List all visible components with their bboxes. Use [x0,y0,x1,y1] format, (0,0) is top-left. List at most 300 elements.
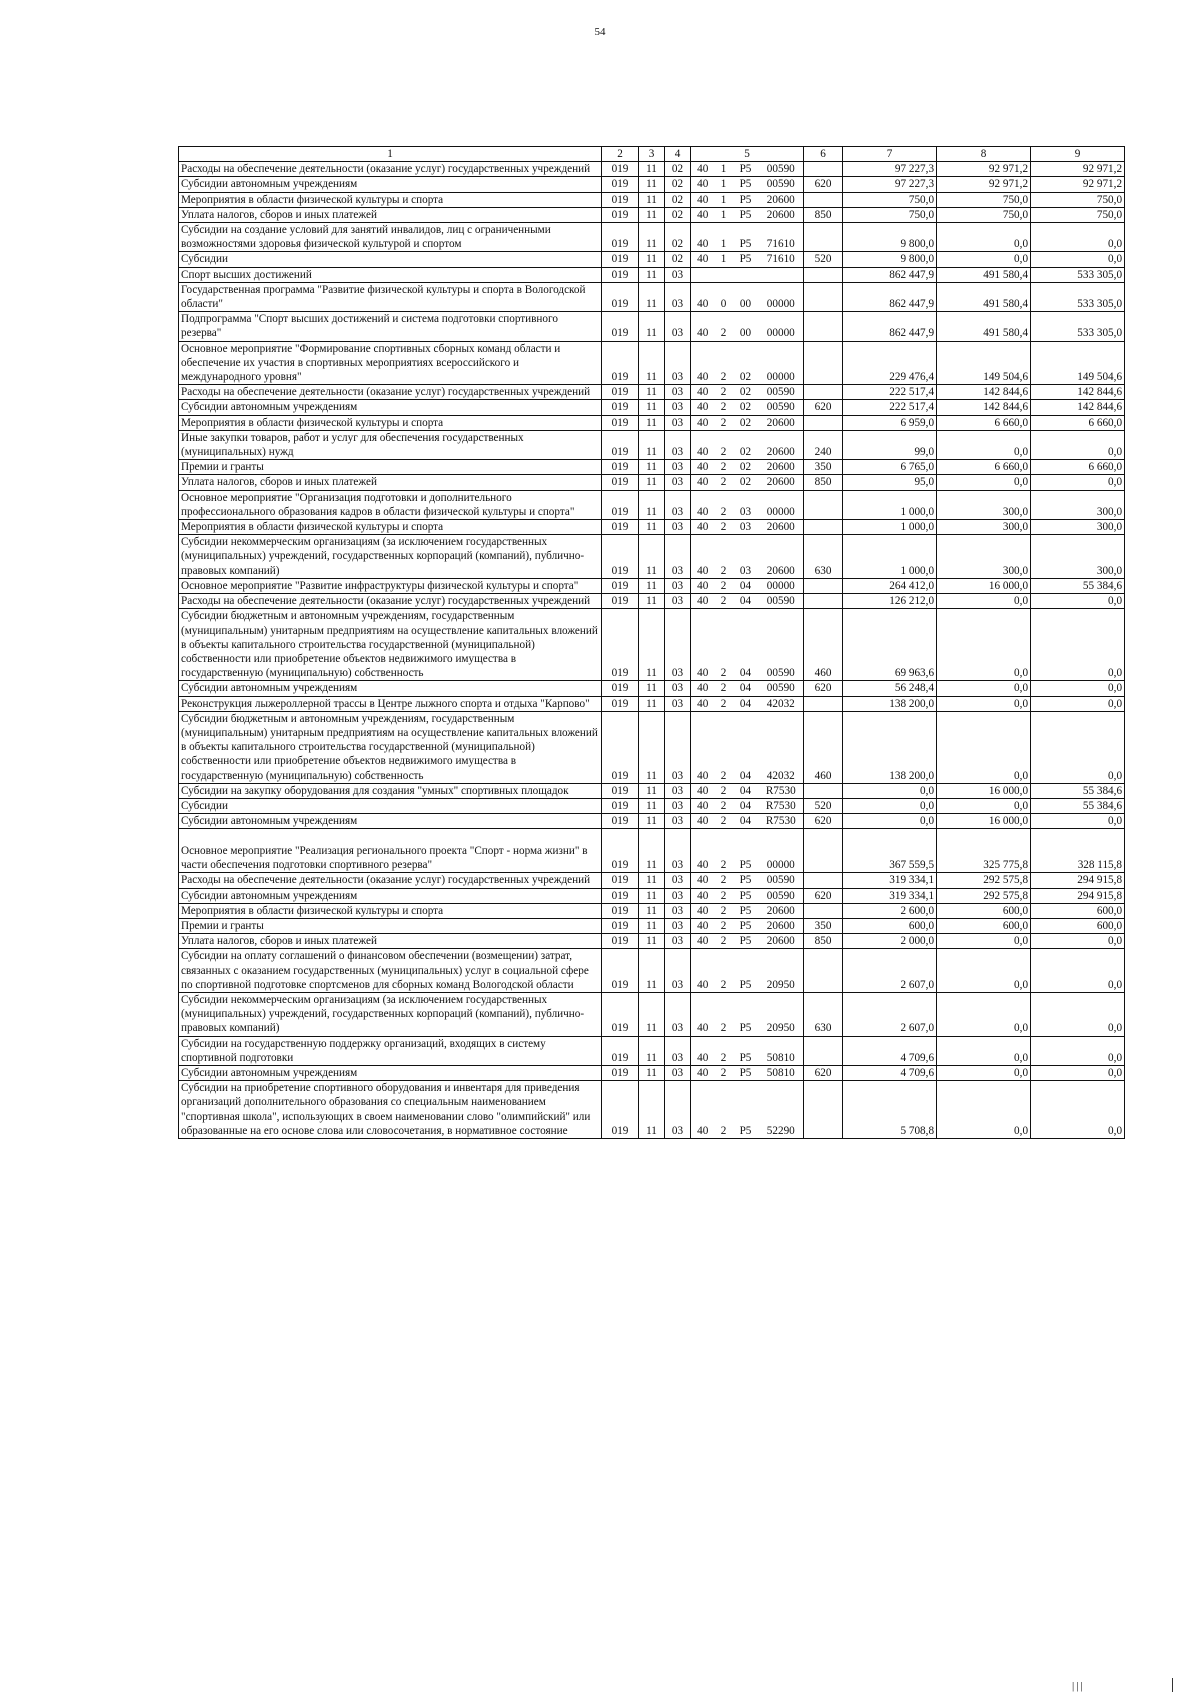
section-code: 11 [639,1065,665,1080]
subsection-code: 03 [665,430,691,459]
subprogram-code: 1 [715,223,733,252]
row-name: Спорт высших достижений [179,267,602,282]
section-code: 11 [639,415,665,430]
subprogram-code: 1 [715,162,733,177]
amount-year-2: 0,0 [937,1081,1031,1139]
direction-code: 00590 [759,400,804,415]
kvsr-code: 019 [602,162,639,177]
page-number: 54 [594,26,606,38]
expense-type-code [804,696,843,711]
event-code: P5 [733,903,759,918]
table-row [179,609,1125,681]
section-code: 11 [639,681,665,696]
kvsr-code: 019 [602,934,639,949]
amount-year-2: 300,0 [937,490,1031,519]
expense-type-code [804,312,843,341]
program-code: 40 [691,578,715,593]
subprogram-code: 2 [715,535,733,579]
expense-type-code [804,1036,843,1065]
amount-year-1: 2 607,0 [843,992,937,1036]
kvsr-code: 019 [602,177,639,192]
table-row [179,415,1125,430]
table-row [179,1036,1125,1065]
amount-year-2: 0,0 [937,1065,1031,1080]
subsection-code: 03 [665,711,691,783]
event-code: 03 [733,520,759,535]
kvsr-code: 019 [602,535,639,579]
row-name: Субсидии на создание условий для занятий инвалидов, лиц с ограниченными возможностями здоровья физической культурой и спортом [179,223,602,252]
kvsr-code: 019 [602,903,639,918]
direction-code: 00000 [759,282,804,311]
amount-year-2: 600,0 [937,918,1031,933]
row-name: Субсидии бюджетным и автономным учреждениям, государственным (муниципальным) унитарным предприятиям на осуществление капитальных вложений в объекты капитального строительства государственной (муниципальной) собственности или приобретение объектов недвижимого имущества в государственную (муниципальную) собственность [179,609,602,681]
subsection-code: 03 [665,520,691,535]
row-name: Субсидии на оплату соглашений о финансовом обеспечении (возмещении) затрат, связанных с оказанием государственных (муниципальных) услуг в социальной сфере по спортивной подготовке спортсменов для сборных команд Вологодской области [179,949,602,993]
event-code: 02 [733,475,759,490]
table-row [179,918,1125,933]
amount-year-3: 0,0 [1031,681,1125,696]
subprogram-code: 1 [715,177,733,192]
table-row [179,400,1125,415]
amount-year-2: 16 000,0 [937,783,1031,798]
expense-type-code: 520 [804,798,843,813]
subprogram-code: 2 [715,798,733,813]
amount-year-1: 1 000,0 [843,520,937,535]
amount-year-1: 319 334,1 [843,888,937,903]
row-name: Уплата налогов, сборов и иных платежей [179,207,602,222]
section-code: 11 [639,609,665,681]
kvsr-code: 019 [602,1081,639,1139]
amount-year-3: 142 844,6 [1031,400,1125,415]
kvsr-code: 019 [602,400,639,415]
program-code: 40 [691,460,715,475]
amount-year-3: 533 305,0 [1031,282,1125,311]
section-code: 11 [639,162,665,177]
subprogram-code: 2 [715,992,733,1036]
section-code: 11 [639,385,665,400]
row-name: Субсидии на закупку оборудования для создания "умных" спортивных площадок [179,783,602,798]
kvsr-code: 019 [602,829,639,873]
table-row [179,888,1125,903]
direction-code [759,267,804,282]
kvsr-code: 019 [602,223,639,252]
row-name: Субсидии некоммерческим организациям (за исключением государственных (муниципальных) учреждений, государственных корпораций (компаний), публично-правовых компаний) [179,992,602,1036]
subsection-code: 03 [665,949,691,993]
expense-type-code [804,415,843,430]
expense-type-code [804,829,843,873]
table-row [179,711,1125,783]
event-code: P5 [733,177,759,192]
subsection-code: 03 [665,1081,691,1139]
kvsr-code: 019 [602,696,639,711]
expense-type-code [804,1081,843,1139]
subsection-code: 03 [665,385,691,400]
kvsr-code: 019 [602,711,639,783]
table-row [179,594,1125,609]
subsection-code: 03 [665,578,691,593]
kvsr-code: 019 [602,1065,639,1080]
subsection-code: 03 [665,400,691,415]
kvsr-code: 019 [602,992,639,1036]
subsection-code: 03 [665,696,691,711]
col-header-4: 4 [665,147,691,162]
program-code: 40 [691,192,715,207]
col-header-8: 8 [937,147,1031,162]
direction-code: 00000 [759,341,804,385]
kvsr-code: 019 [602,783,639,798]
program-code: 40 [691,430,715,459]
subprogram-code: 2 [715,578,733,593]
subsection-code: 03 [665,681,691,696]
amount-year-1: 600,0 [843,918,937,933]
amount-year-1: 126 212,0 [843,594,937,609]
table-row [179,681,1125,696]
expense-type-code [804,267,843,282]
section-code: 11 [639,400,665,415]
table-body [179,162,1125,1139]
expense-type-code: 620 [804,177,843,192]
table-row [179,312,1125,341]
kvsr-code: 019 [602,814,639,829]
subprogram-code: 2 [715,1065,733,1080]
program-code: 40 [691,1065,715,1080]
subprogram-code: 2 [715,341,733,385]
table-row [179,460,1125,475]
row-name: Субсидии автономным учреждениям [179,400,602,415]
expense-type-code: 850 [804,934,843,949]
amount-year-2: 0,0 [937,430,1031,459]
event-code: 02 [733,400,759,415]
amount-year-3: 0,0 [1031,1081,1125,1139]
amount-year-1: 4 709,6 [843,1036,937,1065]
direction-code: 20950 [759,992,804,1036]
program-code: 40 [691,385,715,400]
col-header-7: 7 [843,147,937,162]
expense-type-code [804,385,843,400]
subprogram-code: 0 [715,282,733,311]
subprogram-code: 2 [715,783,733,798]
subsection-code: 03 [665,267,691,282]
header-row [179,147,1125,162]
amount-year-2: 142 844,6 [937,385,1031,400]
section-code: 11 [639,535,665,579]
program-code: 40 [691,475,715,490]
amount-year-1: 222 517,4 [843,385,937,400]
direction-code: 00590 [759,177,804,192]
kvsr-code: 019 [602,1036,639,1065]
event-code: 02 [733,460,759,475]
subprogram-code: 2 [715,903,733,918]
subprogram-code: 1 [715,192,733,207]
subprogram-code: 1 [715,252,733,267]
subsection-code: 03 [665,798,691,813]
kvsr-code: 019 [602,267,639,282]
subsection-code: 02 [665,192,691,207]
section-code: 11 [639,460,665,475]
amount-year-3: 92 971,2 [1031,177,1125,192]
col-header-5: 5 [691,147,804,162]
section-code: 11 [639,829,665,873]
event-code: 02 [733,341,759,385]
kvsr-code: 019 [602,460,639,475]
direction-code: 20600 [759,192,804,207]
amount-year-1: 69 963,6 [843,609,937,681]
amount-year-2: 0,0 [937,696,1031,711]
amount-year-3: 0,0 [1031,1065,1125,1080]
table-row [179,578,1125,593]
table-row [179,490,1125,519]
subsection-code: 03 [665,415,691,430]
subprogram-code: 2 [715,949,733,993]
amount-year-1: 319 334,1 [843,873,937,888]
amount-year-3: 300,0 [1031,535,1125,579]
table-row [179,252,1125,267]
amount-year-3: 6 660,0 [1031,460,1125,475]
amount-year-2: 491 580,4 [937,282,1031,311]
program-code: 40 [691,207,715,222]
subsection-code: 03 [665,783,691,798]
amount-year-2: 0,0 [937,934,1031,949]
amount-year-1: 2 607,0 [843,949,937,993]
kvsr-code: 019 [602,490,639,519]
expense-type-code: 620 [804,814,843,829]
table-row [179,1065,1125,1080]
amount-year-2: 0,0 [937,798,1031,813]
amount-year-3: 750,0 [1031,207,1125,222]
subprogram-code: 2 [715,873,733,888]
event-code: 00 [733,312,759,341]
table-row [179,430,1125,459]
amount-year-3: 300,0 [1031,520,1125,535]
amount-year-2: 6 660,0 [937,460,1031,475]
amount-year-2: 0,0 [937,681,1031,696]
expense-type-code [804,594,843,609]
row-name: Субсидии автономным учреждениям [179,814,602,829]
section-code: 11 [639,282,665,311]
footer-tick [1172,1678,1173,1692]
subsection-code: 03 [665,992,691,1036]
kvsr-code: 019 [602,888,639,903]
table-row [179,207,1125,222]
amount-year-2: 0,0 [937,252,1031,267]
amount-year-1: 0,0 [843,798,937,813]
direction-code: 20600 [759,918,804,933]
table-row [179,934,1125,949]
amount-year-1: 862 447,9 [843,267,937,282]
direction-code: 20600 [759,475,804,490]
event-code: 02 [733,430,759,459]
table-row [179,192,1125,207]
table-row [179,1081,1125,1139]
expense-type-code [804,162,843,177]
amount-year-1: 862 447,9 [843,312,937,341]
amount-year-3: 0,0 [1031,594,1125,609]
event-code: P5 [733,1036,759,1065]
expense-type-code [804,873,843,888]
program-code: 40 [691,873,715,888]
amount-year-2: 92 971,2 [937,162,1031,177]
event-code: 03 [733,490,759,519]
program-code: 40 [691,992,715,1036]
direction-code: 00590 [759,162,804,177]
kvsr-code: 019 [602,594,639,609]
expense-type-code: 520 [804,252,843,267]
amount-year-2: 0,0 [937,223,1031,252]
amount-year-3: 600,0 [1031,903,1125,918]
expense-type-code: 620 [804,888,843,903]
section-code: 11 [639,341,665,385]
event-code: P5 [733,918,759,933]
amount-year-1: 6 959,0 [843,415,937,430]
table-row [179,475,1125,490]
row-name: Расходы на обеспечение деятельности (оказание услуг) государственных учреждений [179,162,602,177]
direction-code: 20600 [759,520,804,535]
program-code: 40 [691,400,715,415]
section-code: 11 [639,490,665,519]
row-name: Субсидии автономным учреждениям [179,177,602,192]
amount-year-3: 6 660,0 [1031,415,1125,430]
kvsr-code: 019 [602,341,639,385]
expense-type-code: 620 [804,681,843,696]
kvsr-code: 019 [602,207,639,222]
section-code: 11 [639,520,665,535]
subprogram-code: 2 [715,934,733,949]
subsection-code: 03 [665,903,691,918]
subprogram-code: 2 [715,696,733,711]
amount-year-2: 0,0 [937,711,1031,783]
table-row [179,341,1125,385]
subsection-code: 03 [665,829,691,873]
row-name: Субсидии автономным учреждениям [179,888,602,903]
row-name: Уплата налогов, сборов и иных платежей [179,934,602,949]
subsection-code: 02 [665,177,691,192]
direction-code: 00000 [759,578,804,593]
event-code: P5 [733,829,759,873]
section-code: 11 [639,192,665,207]
expense-type-code [804,341,843,385]
program-code [691,267,715,282]
amount-year-3: 0,0 [1031,223,1125,252]
section-code: 11 [639,1081,665,1139]
row-name: Субсидии [179,798,602,813]
event-code: P5 [733,1065,759,1080]
event-code: 04 [733,798,759,813]
program-code: 40 [691,282,715,311]
amount-year-1: 99,0 [843,430,937,459]
row-name: Основное мероприятие "Организация подготовки и дополнительного профессионального образования кадров в области физической культуры и спорта" [179,490,602,519]
expense-type-code: 630 [804,535,843,579]
amount-year-2: 750,0 [937,192,1031,207]
table-row [179,385,1125,400]
amount-year-1: 5 708,8 [843,1081,937,1139]
subprogram-code: 2 [715,918,733,933]
subprogram-code: 2 [715,1081,733,1139]
section-code: 11 [639,475,665,490]
subsection-code: 03 [665,312,691,341]
direction-code: 00590 [759,888,804,903]
amount-year-2: 16 000,0 [937,814,1031,829]
kvsr-code: 019 [602,609,639,681]
table-row [179,783,1125,798]
subprogram-code: 2 [715,385,733,400]
kvsr-code: 019 [602,918,639,933]
program-code: 40 [691,829,715,873]
row-name: Подпрограмма "Спорт высших достижений и система подготовки спортивного резерва" [179,312,602,341]
amount-year-3: 0,0 [1031,814,1125,829]
direction-code: 20600 [759,535,804,579]
row-name: Основное мероприятие "Реализация регионального проекта "Спорт - норма жизни" в части обеспечения подготовки спортивного резерва" [179,829,602,873]
row-name: Мероприятия в области физической культуры и спорта [179,520,602,535]
row-name: Субсидии автономным учреждениям [179,1065,602,1080]
program-code: 40 [691,798,715,813]
row-name: Реконструкция лыжероллерной трассы в Центре лыжного спорта и отдыха "Карпово" [179,696,602,711]
direction-code: R7530 [759,798,804,813]
amount-year-1: 0,0 [843,783,937,798]
direction-code: 00000 [759,829,804,873]
amount-year-2: 92 971,2 [937,177,1031,192]
subsection-code: 03 [665,282,691,311]
amount-year-2: 300,0 [937,520,1031,535]
subprogram-code: 2 [715,609,733,681]
event-code: 00 [733,282,759,311]
subprogram-code: 2 [715,711,733,783]
amount-year-2: 0,0 [937,475,1031,490]
amount-year-1: 2 000,0 [843,934,937,949]
subprogram-code: 2 [715,415,733,430]
expense-type-code: 620 [804,1065,843,1080]
expense-type-code: 630 [804,992,843,1036]
subsection-code: 02 [665,207,691,222]
program-code: 40 [691,520,715,535]
col-header-9: 9 [1031,147,1125,162]
direction-code: R7530 [759,814,804,829]
row-name: Мероприятия в области физической культуры и спорта [179,192,602,207]
amount-year-3: 92 971,2 [1031,162,1125,177]
kvsr-code: 019 [602,578,639,593]
direction-code: 20600 [759,460,804,475]
section-code: 11 [639,696,665,711]
table-row [179,949,1125,993]
section-code: 11 [639,1036,665,1065]
section-code: 11 [639,918,665,933]
section-code: 11 [639,594,665,609]
expense-type-code [804,490,843,519]
program-code: 40 [691,594,715,609]
amount-year-2: 0,0 [937,1036,1031,1065]
expense-type-code [804,520,843,535]
kvsr-code: 019 [602,798,639,813]
amount-year-3: 533 305,0 [1031,312,1125,341]
col-header-2: 2 [602,147,639,162]
subprogram-code: 1 [715,207,733,222]
section-code: 11 [639,814,665,829]
subsection-code: 03 [665,594,691,609]
program-code: 40 [691,903,715,918]
row-name: Расходы на обеспечение деятельности (оказание услуг) государственных учреждений [179,385,602,400]
amount-year-3: 149 504,6 [1031,341,1125,385]
program-code: 40 [691,341,715,385]
event-code: P5 [733,223,759,252]
table-row [179,829,1125,873]
row-name: Субсидии автономным учреждениям [179,681,602,696]
direction-code: 20600 [759,430,804,459]
subprogram-code: 2 [715,430,733,459]
amount-year-1: 95,0 [843,475,937,490]
subsection-code: 03 [665,460,691,475]
direction-code: 00590 [759,681,804,696]
subsection-code: 03 [665,475,691,490]
subsection-code: 03 [665,609,691,681]
